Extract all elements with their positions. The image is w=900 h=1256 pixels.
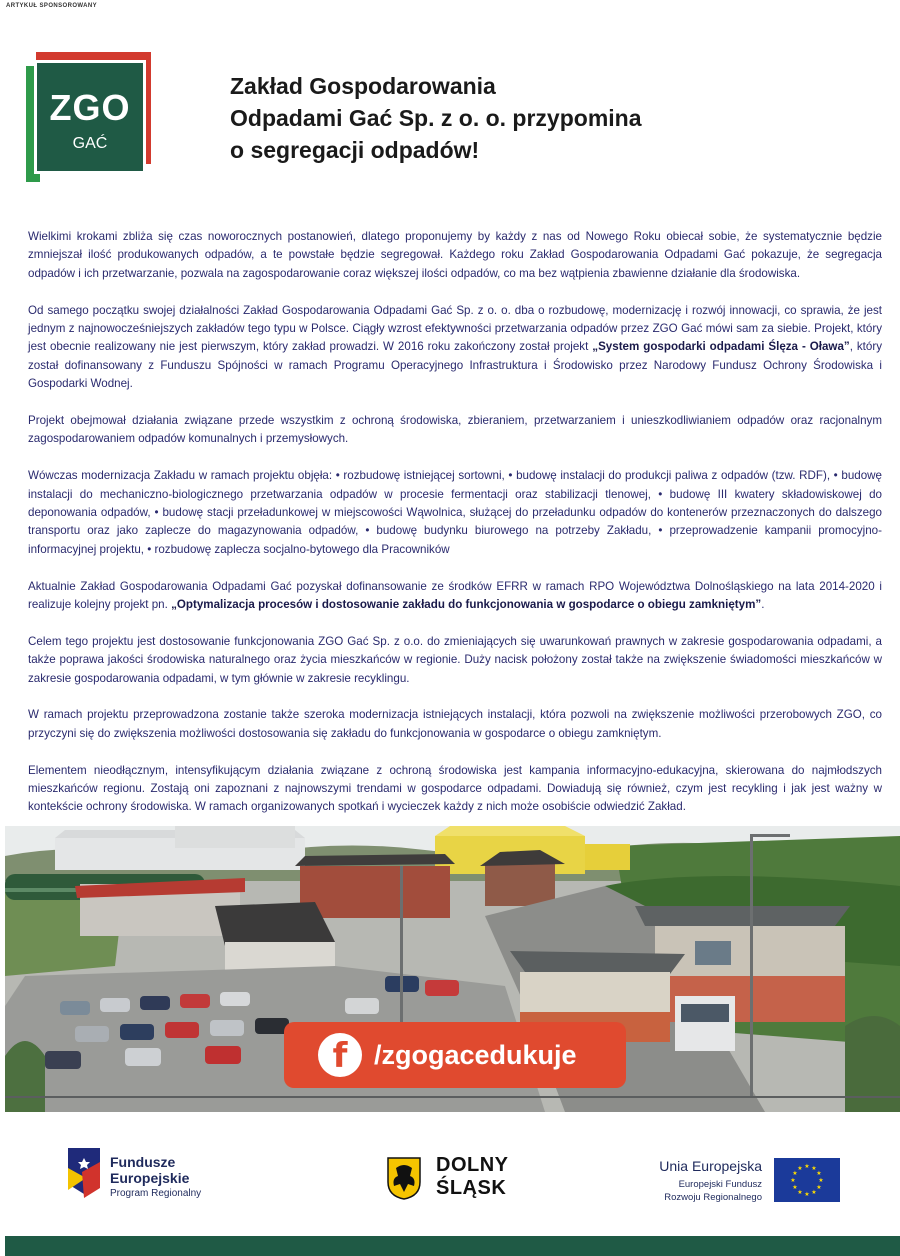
svg-text:★: ★ [790,1177,796,1184]
paragraph-history-text-end: , który został dofinansowany z Funduszu Spójności w ramach Programu Operacyjnego Infrastruktura i Środowisko przez Narodowy Fundusz Ochrony Środowiska i Gospodarki Wodnej. [28,340,882,391]
fundusze-europejskie-logo [68,1148,228,1208]
paragraph-history-text: Od samego początku swojej działalności Zakład Gospodarowania Odpadami Gać Sp. z o. o. dba o rozbudowę, modernizację i rozwój innowacji, co sprawia, że jest jednym z najnowocześniejszych zakładów tego typu w Polsce. Ciągły wzrost efektywności przetwarzania odpadów przez ZGO Gać mówi sam za siebie. Projekt, który jest obecnie realizowany nie jest pierwszym, który zakład prowadzi. W 2016 roku zakończony został projekt [28,303,882,354]
title-line-1: Zakład Gospodarowania [230,73,496,99]
paragraph-funding-end: . [761,598,765,612]
svg-text:★: ★ [811,1189,817,1196]
title-line-2: Odpadami Gać Sp. z o. o. przypomina [230,105,642,131]
fe-subtitle: Program Regionalny [110,1188,202,1199]
ue-subtitle-line-1: Europejski Fundusz [678,1179,762,1190]
page-title [230,70,790,166]
ds-line-2: ŚLĄSK [436,1177,507,1199]
ue-subtitle-line-2: Rozwoju Regionalnego [664,1192,762,1203]
ue-subtitle [664,1178,762,1204]
paragraph-modernization: Wówczas modernizacja Zakładu w ramach projektu objęła: • rozbudowę istniejącej sortowni, • budowę instalacji do produkcji paliwa z odpadów (tzw. RDF), • budowę instalacji do mechaniczno-biologicznego przetwarzania odpadów w procesie fermentacji oraz stabilizacji tlenowej, • budowę III kwatery składowiskowej do deponowania odpadów, • budowę stacji przeładunkowej w miejscowości Wąwolnica, służącej do przeładunku odpadów do kontenerów przeznaczonych do dalszego transportu oraz jako zaplecze do magazynowania odpadów, • budowę budynku biurowego na potrzeby Zakładu, • przeprowadzenie kampanii promocyjno-informacyjnej projektu, • rozbudowę zaplecza socjalno-bytowego dla Pracowników [28,469,882,556]
zgo-logo [26,52,152,182]
fe-title-line-2: Europejskie [110,1170,190,1186]
ue-title: Unia Europejska [659,1158,762,1174]
article-body [28,228,882,835]
svg-text:★: ★ [804,1163,810,1170]
facebook-handle[interactable]: /zgogacedukuje [374,1039,577,1070]
facebook-icon: f [318,1033,362,1077]
bottom-brand-bar [5,1236,900,1256]
paragraph-goal: Celem tego projektu jest dostosowanie funkcjonowania ZGO Gać Sp. z o.o. do zmieniających się uwarunkowań prawnych w zakresie gospodarowania odpadami, a także poprawa jakości środowiska naturalnego oraz życia mieszkańców w regionie. Duży nacisk położony został także na zwiększenie świadomości mieszkańców w zakresie gospodarowania odpadami, w tym głównie w zakresie recyklingu. [28,634,882,685]
eagle-crest-icon [386,1156,422,1200]
paragraph-scope: Projekt obejmował działania związane przede wszystkim z ochroną środowiska, zbieraniem, przetwarzaniem i unieszkodliwianiem odpadów oraz racjonalnym zagospodarowaniem odpadów komunalnych i przemysłowych. [28,414,882,446]
fe-title [110,1154,189,1186]
paragraph-history [28,302,882,394]
logo-tile [34,60,146,174]
dolny-slask-text [436,1154,509,1200]
unia-europejska-logo [630,1156,850,1206]
paragraph-education: Elementem nieodłącznym, intensyfikującym działania związane z ochroną środowiska jest kampania informacyjno-edukacyjna, skierowana do najmłodszych mieszkańców regionu. Zostają oni zapoznani z najnowszymi trendami w gospodarce odpadami. Dowiadują się również, czym jest recykling i jak jest ważny w kontekście ochrony środowiska. W ramach organizowanych spotkań i wycieczek każdy z nich może osobiście odwiedzić Zakład. [28,763,882,814]
eu-flag-icon [774,1158,840,1202]
svg-text:★: ★ [797,1165,803,1172]
logo-gac-text: GAĆ [72,135,108,152]
paragraph-funding-text: Aktualnie Zakład Gospodarowania Odpadami Gać pozyskał dofinansowanie ze środków EFRR w ramach RPO Województwa Dolnośląskiego na lata 2014-2020 i realizuje kolejny projekt pn. [28,579,882,612]
paragraph-intro: Wielkimi krokami zbliża się czas noworocznych postanowień, dlatego proponujemy by każdy z nas od Nowego Roku obiecał sobie, że systematycznie będzie zmniejszał ilość produkowanych odpadów, a te powstałe będzie segregował. Każdego roku Zakład Gospodarowania Odpadami Gać pokazuje, że segregacja odpadów i ich przetwarzanie, pozwala na zagospodarowanie coraz większej ilości odpadów, co ma bez wątpienia zbawienne działanie dla środowiska. [28,230,882,280]
project-name-bold: „System gospodarki odpadami Ślęza - Oława” [592,340,850,354]
fe-title-line-1: Fundusze [110,1154,176,1170]
svg-text:★: ★ [797,1189,803,1196]
ds-line-1: DOLNY [436,1154,509,1176]
title-line-3: o segregacji odpadów! [230,137,480,163]
sponsored-label: ARTYKUŁ SPONSOROWANY [6,3,98,9]
svg-text:★: ★ [804,1191,810,1198]
logo-zgo-text: ZGO [49,87,131,128]
svg-text:★: ★ [816,1170,822,1177]
svg-text:★: ★ [816,1184,822,1191]
paragraph-modernization-plan: W ramach projektu przeprowadzona zostanie także szeroka modernizacja istniejących instalacji, która pozwoli na zwiększenie możliwości przerobowych ZGO, co przyczyni się do zwiększenia możliwości dostosowania się zakładu do funkcjonowania w gospodarce o obiegu zamkniętym. [28,708,882,740]
current-project-bold: „Optymalizacja procesów i dostosowanie zakładu do funkcjonowania w gospodarce o obiegu zamkniętym” [171,598,762,612]
svg-text:★: ★ [811,1165,817,1172]
fe-flag-icon [68,1148,100,1206]
svg-text:★: ★ [818,1177,824,1184]
svg-text:★: ★ [792,1170,798,1177]
svg-text:★: ★ [792,1184,798,1191]
facebook-link-banner[interactable] [284,1022,626,1088]
dolny-slask-logo [386,1154,526,1202]
paragraph-funding [28,578,882,615]
